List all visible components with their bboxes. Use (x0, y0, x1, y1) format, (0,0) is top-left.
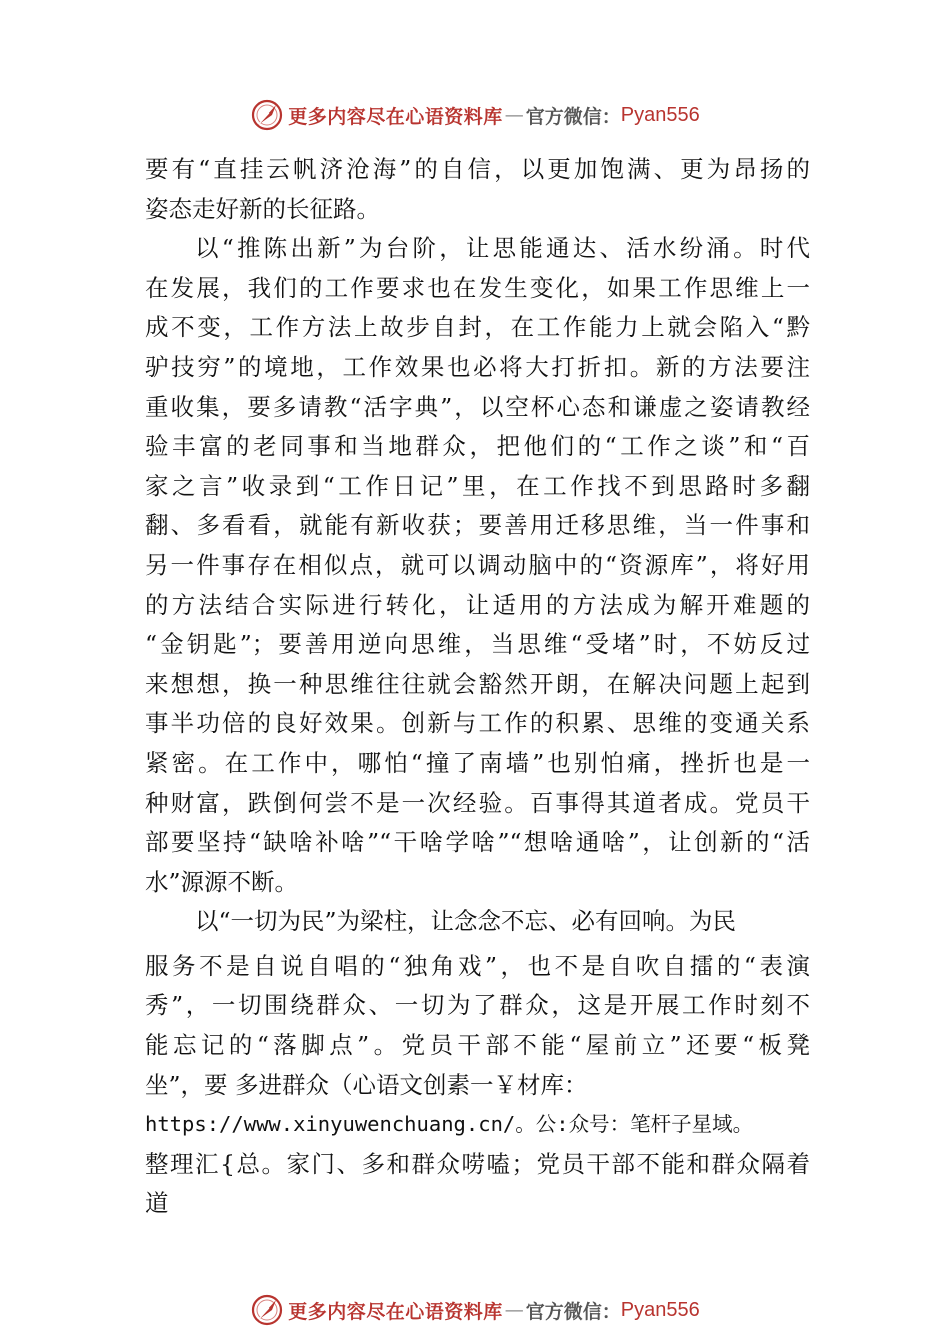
text-line: 紧密。在工作中，哪怕“撞了南墙”也别怕痛，挫折也是一 (145, 748, 810, 777)
text-line: 重收集，要多请教“活字典”，以空杯心态和谦虚之姿请教经 (145, 392, 810, 421)
text-line: 姿态走好新的长征路。 (145, 194, 380, 223)
text-line: 成不变，工作方法上故步自封，在工作能力上就会陷入“黔 (145, 313, 810, 342)
banner-wechat-label: 官方微信： (525, 1300, 621, 1323)
text-line: 家之言”收录到“工作日记”里，在工作找不到思路时多翻 (145, 471, 810, 500)
text-line: 秀”，一切围绕群众、一切为了群众，这是开展工作时刻不 (145, 991, 810, 1020)
text-line: 以“一切为民”为梁柱，让念念不忘、必有回响。为民 (195, 907, 737, 936)
quill-logo-icon (250, 98, 284, 132)
text-line: 的方法结合实际进行转化，让适用的方法成为解开难题的 (145, 590, 810, 619)
text-line: 事半功倍的良好效果。创新与工作的积累、思维的变通关系 (145, 709, 810, 738)
text-line: https://www.xinyuwenchuang.cn/。公:众号：笔杆子星域。 (145, 1112, 754, 1137)
text-line: 服务不是自说自唱的“独角戏”，也不是自吹自擂的“表演 (145, 951, 810, 980)
footer-watermark-banner (0, 1290, 950, 1330)
text-line: “金钥匙”；要善用逆向思维，当思维“受堵”时，不妨反过 (145, 630, 810, 659)
text-line: 部要坚持“缺啥补啥”“干啥学啥”“想啥通啥”，让创新的“活 (145, 828, 810, 857)
banner-dash: — (504, 1299, 524, 1321)
text-line: 能忘记的“落脚点”。党员干部不能“屋前立”还要“板凳 (145, 1031, 810, 1060)
text-line: 要有“直挂云帆济沧海”的自信，以更加饱满、更为昂扬的 (145, 155, 810, 183)
text-line: 来想想，换一种思维往往就会豁然开朗，在解决问题上起到 (145, 669, 810, 698)
banner-wechat-label: 官方微信： (525, 105, 621, 128)
text-line: 种财富，跌倒何尝不是一次经验。百事得其道者成。党员干 (145, 788, 810, 817)
quill-logo-icon (250, 1293, 284, 1327)
text-line: 另一件事存在相似点，就可以调动脑中的“资源库”，将好用 (145, 550, 810, 579)
document-body (145, 150, 810, 1224)
header-watermark-banner (0, 95, 950, 135)
text-line: 水”源源不断。 (145, 867, 299, 896)
text-line: 整理汇{总。家门、多和群众唠嗑；党员干部不能和群众隔着 (145, 1149, 810, 1178)
banner-dash: — (504, 104, 524, 126)
banner-text: 更多内容尽在心语资料库 (288, 105, 503, 128)
text-line: 道 (145, 1189, 169, 1218)
text-line: 翻、多看看，就能有新收获；要善用迁移思维，当一件事和 (145, 511, 810, 540)
banner-wechat-id: Pyan556 (620, 1298, 700, 1321)
text-line: 在发展，我们的工作要求也在发生变化，如果工作思维上一 (145, 273, 810, 302)
text-line: 驴技穷”的境地，工作效果也必将大打折扣。新的方法要注 (145, 352, 810, 381)
text-line: 验丰富的老同事和当地群众，把他们的“工作之谈”和“百 (145, 432, 810, 461)
text-line: 坐”，要 多进群众（心语文创素一￥材库： (145, 1070, 588, 1099)
text-line: 以“推陈出新”为台阶，让思能通达、活水纷涌。时代 (195, 234, 810, 263)
banner-wechat-id: Pyan556 (620, 103, 700, 126)
banner-text: 更多内容尽在心语资料库 (288, 1300, 503, 1323)
